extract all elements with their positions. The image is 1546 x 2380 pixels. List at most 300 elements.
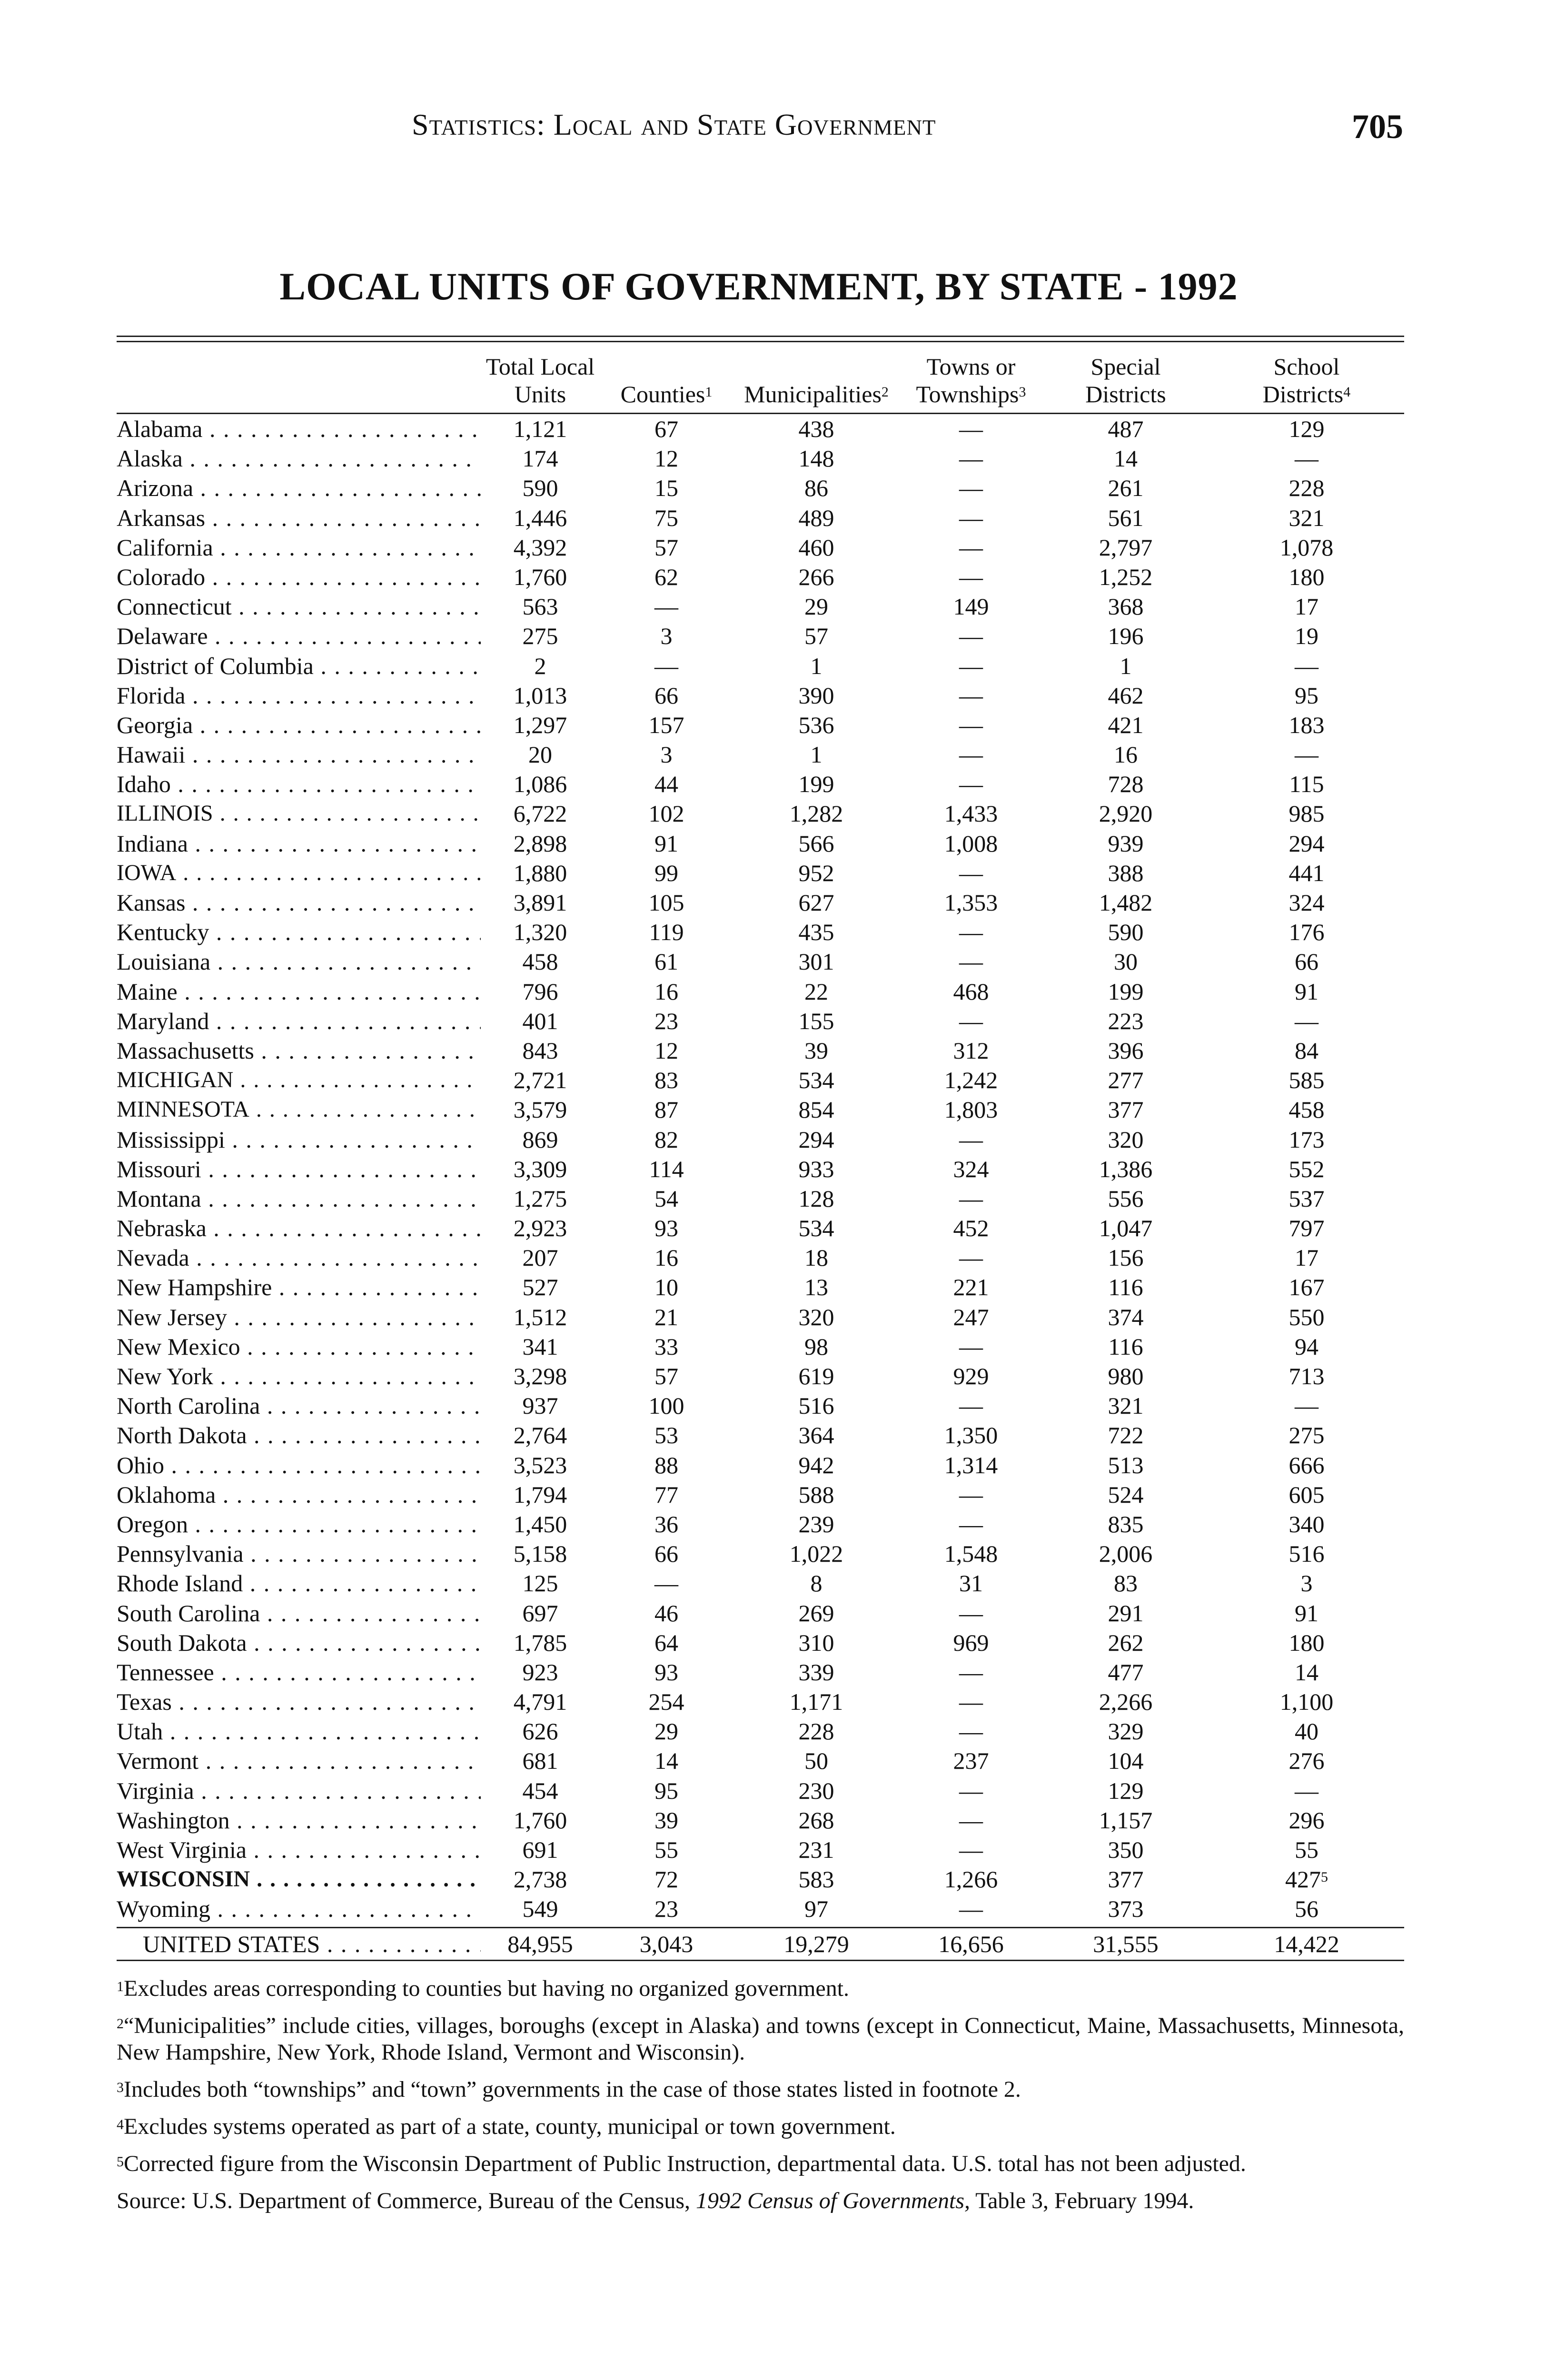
- table-row: [117, 1272, 1404, 1302]
- cell-special: 196: [1108, 623, 1144, 650]
- cell-counties: 53: [654, 1422, 678, 1449]
- cell-counties: 75: [654, 504, 678, 531]
- state-name: Tennessee . . .: [117, 1657, 481, 1687]
- cell-counties: 119: [649, 919, 684, 946]
- state-name: North Dakota . . .: [117, 1420, 481, 1450]
- cell-school: 1,078: [1279, 534, 1334, 561]
- cell-towns: —: [959, 1510, 983, 1537]
- state-name: New Hampshire . . .: [117, 1272, 481, 1302]
- state-name: South Carolina . . .: [117, 1598, 481, 1628]
- table-row: [117, 1746, 1404, 1775]
- cell-special: 462: [1108, 682, 1144, 709]
- header-municipalities: Municipalities$^2$: [744, 381, 889, 407]
- cell-school: 1,100: [1279, 1688, 1334, 1716]
- cell-towns: —: [959, 1333, 983, 1360]
- cell-special: 477: [1108, 1658, 1144, 1686]
- table-row: [117, 1302, 1404, 1332]
- cell-total: 1,013: [513, 682, 567, 709]
- cell-special: 277: [1108, 1067, 1144, 1094]
- cell-towns: —: [959, 1688, 983, 1716]
- cell-municipalities: 460: [798, 534, 834, 561]
- cell-towns: —: [959, 475, 983, 502]
- table-row: [117, 1420, 1404, 1450]
- table-row: [117, 562, 1404, 592]
- cell-total: 1,320: [513, 919, 567, 946]
- cell-total: 843: [522, 1037, 558, 1064]
- cell-special: 83: [1114, 1570, 1138, 1597]
- state-name: Utah . . .: [117, 1716, 481, 1746]
- state-name: Maryland . . .: [117, 1006, 481, 1036]
- state-name: Louisiana . . .: [117, 947, 481, 976]
- table-row: [117, 917, 1404, 947]
- cell-special: 513: [1108, 1451, 1144, 1478]
- cell-towns: 237: [953, 1747, 989, 1775]
- government-units-table: [117, 336, 1404, 1961]
- table-row: [117, 740, 1404, 769]
- cell-municipalities: 57: [804, 623, 828, 650]
- cell-counties: 77: [654, 1481, 678, 1508]
- page-number: 705: [1352, 108, 1403, 146]
- cell-municipalities: 86: [804, 475, 828, 502]
- cell-special: 1,047: [1099, 1215, 1153, 1242]
- cell-municipalities: 1: [810, 652, 823, 679]
- state-name: Washington . . .: [117, 1805, 481, 1835]
- cell-special: 2,920: [1099, 800, 1153, 827]
- cell-counties: 57: [654, 534, 678, 561]
- cell-school: 552: [1288, 1155, 1325, 1182]
- cell-towns: 468: [953, 978, 989, 1005]
- cell-municipalities: 155: [798, 1007, 834, 1034]
- cell-towns: —: [959, 445, 983, 472]
- cell-special: 116: [1108, 1333, 1143, 1360]
- state-name: Oregon . . .: [117, 1509, 481, 1539]
- table-row: [117, 1332, 1404, 1361]
- cell-special: 1: [1120, 652, 1132, 679]
- cell-special: 374: [1108, 1303, 1144, 1330]
- state-name: Georgia . . .: [117, 710, 481, 740]
- cell-towns: —: [959, 652, 983, 679]
- cell-school: 797: [1288, 1215, 1325, 1242]
- state-name: Maine . . .: [117, 977, 481, 1006]
- totals-school: 14,422: [1274, 1930, 1339, 1957]
- cell-counties: 46: [654, 1599, 678, 1626]
- cell-school: 340: [1288, 1510, 1325, 1537]
- state-name: California . . .: [117, 533, 481, 562]
- cell-school: 17: [1295, 1244, 1318, 1271]
- cell-special: 556: [1108, 1185, 1144, 1212]
- cell-school: 55: [1295, 1836, 1318, 1863]
- cell-school: 3: [1300, 1570, 1313, 1597]
- cell-total: 6,722: [513, 800, 567, 827]
- cell-total: 2,898: [513, 830, 567, 857]
- cell-total: 275: [522, 623, 558, 650]
- cell-special: 223: [1108, 1007, 1144, 1034]
- state-name: Mississippi . . .: [117, 1125, 481, 1154]
- cell-municipalities: 933: [798, 1155, 834, 1182]
- table-row: [117, 799, 1404, 828]
- cell-total: 4,791: [513, 1688, 567, 1716]
- cell-total: 563: [522, 593, 558, 620]
- state-name: Florida . . .: [117, 681, 481, 710]
- cell-municipalities: 438: [798, 416, 834, 442]
- table-row: [117, 1716, 1404, 1746]
- header-state: [117, 353, 481, 408]
- cell-counties: 54: [654, 1185, 678, 1212]
- table-row: [117, 414, 1404, 444]
- cell-municipalities: 148: [798, 445, 834, 472]
- cell-municipalities: 339: [798, 1658, 834, 1686]
- cell-towns: —: [959, 1658, 983, 1686]
- table-row: [117, 947, 1404, 976]
- state-name: District of Columbia . . .: [117, 651, 481, 681]
- table-row: [117, 1065, 1404, 1095]
- cell-municipalities: 1: [810, 741, 823, 768]
- cell-school: 91: [1295, 1599, 1318, 1626]
- cell-special: 320: [1108, 1126, 1144, 1153]
- cell-school: 95: [1295, 682, 1318, 709]
- cell-municipalities: 268: [798, 1806, 834, 1834]
- cell-towns: 969: [953, 1629, 989, 1656]
- cell-total: 937: [522, 1392, 558, 1419]
- cell-counties: 15: [654, 475, 678, 502]
- cell-school: 228: [1288, 475, 1325, 502]
- cell-municipalities: 536: [798, 711, 834, 738]
- cell-towns: 1,314: [944, 1451, 998, 1478]
- cell-special: 156: [1108, 1244, 1144, 1271]
- cell-school: 276: [1288, 1747, 1325, 1775]
- cell-special: 561: [1108, 504, 1144, 531]
- cell-school: 17: [1295, 593, 1318, 620]
- cell-special: 396: [1108, 1037, 1144, 1064]
- cell-total: 2,764: [513, 1422, 567, 1449]
- cell-municipalities: 13: [804, 1274, 828, 1301]
- cell-school: 321: [1288, 504, 1325, 531]
- cell-towns: —: [959, 1007, 983, 1034]
- cell-towns: 1,350: [944, 1422, 998, 1449]
- cell-counties: 254: [648, 1688, 684, 1716]
- table-row: [117, 503, 1404, 533]
- cell-school: 91: [1295, 978, 1318, 1005]
- cell-towns: —: [959, 1777, 983, 1804]
- cell-total: 1,297: [513, 711, 567, 738]
- cell-towns: —: [959, 1806, 983, 1834]
- cell-municipalities: 18: [804, 1244, 828, 1271]
- table-row: [117, 1657, 1404, 1687]
- cell-school: 666: [1288, 1451, 1325, 1478]
- cell-towns: 1,353: [944, 889, 998, 916]
- cell-total: 869: [522, 1126, 558, 1153]
- cell-counties: 67: [654, 416, 678, 442]
- cell-counties: 66: [654, 1540, 678, 1567]
- cell-towns: 929: [953, 1363, 989, 1389]
- state-name: ILLINOIS . . .: [117, 799, 481, 828]
- cell-municipalities: 39: [804, 1037, 828, 1064]
- cell-school: 324: [1288, 889, 1325, 916]
- state-name: Massachusetts . . .: [117, 1036, 481, 1065]
- cell-total: 2: [534, 652, 546, 679]
- cell-special: 199: [1108, 978, 1144, 1005]
- cell-total: 1,450: [513, 1510, 567, 1537]
- table-row: [117, 621, 1404, 651]
- cell-municipalities: 228: [798, 1718, 834, 1745]
- cell-counties: 157: [648, 711, 684, 738]
- table-row: [117, 1894, 1404, 1924]
- table-row: [117, 977, 1404, 1006]
- state-name: Idaho . . .: [117, 769, 481, 799]
- table-row: [117, 651, 1404, 681]
- table-row: [117, 1213, 1404, 1243]
- cell-municipalities: 301: [798, 948, 834, 975]
- cell-counties: 3: [660, 741, 673, 768]
- cell-municipalities: 128: [798, 1185, 834, 1212]
- table-row: [117, 592, 1404, 621]
- cell-counties: 72: [654, 1866, 678, 1893]
- cell-special: 116: [1108, 1274, 1143, 1301]
- state-name: Kentucky . . .: [117, 917, 481, 947]
- cell-counties: 33: [654, 1333, 678, 1360]
- state-name: Arizona . . .: [117, 473, 481, 503]
- state-name: Rhode Island . . .: [117, 1568, 481, 1598]
- totals-row: [117, 1928, 1404, 1960]
- cell-counties: 61: [654, 948, 678, 975]
- cell-counties: 83: [654, 1067, 678, 1094]
- cell-municipalities: 390: [798, 682, 834, 709]
- state-name: IOWA . . .: [117, 858, 481, 888]
- cell-municipalities: 231: [798, 1836, 834, 1863]
- cell-towns: 31: [959, 1570, 983, 1597]
- cell-counties: 82: [654, 1126, 678, 1153]
- cell-special: 939: [1108, 830, 1144, 857]
- table-row: [117, 1687, 1404, 1716]
- cell-total: 1,446: [513, 504, 567, 531]
- cell-special: 980: [1108, 1363, 1144, 1389]
- cell-counties: 95: [654, 1777, 678, 1804]
- cell-municipalities: 269: [798, 1599, 834, 1626]
- cell-total: 207: [522, 1244, 558, 1271]
- cell-total: 3,309: [513, 1155, 567, 1182]
- cell-total: 1,760: [513, 1806, 567, 1834]
- state-name: New York . . .: [117, 1361, 481, 1391]
- cell-special: 377: [1108, 1096, 1144, 1123]
- cell-towns: 1,242: [944, 1067, 998, 1094]
- cell-total: 2,923: [513, 1215, 567, 1242]
- cell-total: 401: [522, 1007, 558, 1034]
- cell-counties: 39: [654, 1806, 678, 1834]
- table-row: [117, 1805, 1404, 1835]
- cell-total: 454: [522, 1777, 558, 1804]
- cell-special: 388: [1108, 859, 1144, 886]
- state-name: Connecticut . . .: [117, 592, 481, 621]
- cell-total: 1,086: [513, 771, 567, 798]
- cell-counties: 12: [654, 445, 678, 472]
- cell-towns: —: [959, 741, 983, 768]
- state-name: Missouri . . .: [117, 1154, 481, 1184]
- cell-total: 923: [522, 1658, 558, 1686]
- table-row: [117, 858, 1404, 888]
- cell-counties: 23: [654, 1895, 678, 1923]
- cell-municipalities: 97: [804, 1895, 828, 1923]
- cell-special: 377: [1108, 1866, 1144, 1893]
- cell-total: 341: [522, 1333, 558, 1360]
- cell-total: 590: [522, 475, 558, 502]
- source-note: Source: U.S. Department of Commerce, Bureau of the Census, 1992 Census of Governments, Table 3, February 1994.: [117, 2188, 1194, 2213]
- table-row: [117, 1598, 1404, 1628]
- cell-towns: —: [959, 682, 983, 709]
- cell-school: 19: [1295, 623, 1318, 650]
- state-name: Hawaii . . .: [117, 740, 481, 769]
- cell-school: 550: [1288, 1303, 1325, 1330]
- cell-total: 1,512: [513, 1303, 567, 1330]
- state-name: Nebraska . . .: [117, 1213, 481, 1243]
- cell-total: 5,158: [513, 1540, 567, 1567]
- cell-municipalities: 266: [798, 563, 834, 590]
- cell-counties: 87: [654, 1096, 678, 1123]
- cell-towns: —: [959, 948, 983, 975]
- cell-municipalities: 310: [798, 1629, 834, 1656]
- totals-total: 84,955: [507, 1930, 573, 1957]
- cell-counties: —: [654, 593, 678, 620]
- state-name: North Carolina . . .: [117, 1391, 481, 1420]
- header-school: School Districts$^4$: [1262, 353, 1351, 407]
- cell-special: 2,266: [1099, 1688, 1153, 1716]
- cell-school: 176: [1288, 919, 1325, 946]
- state-name: New Mexico . . .: [117, 1332, 481, 1361]
- cell-total: 697: [522, 1599, 558, 1626]
- cell-special: 728: [1108, 771, 1144, 798]
- table-row: [117, 1509, 1404, 1539]
- cell-counties: 99: [654, 859, 678, 886]
- state-name: Virginia . . .: [117, 1776, 481, 1805]
- state-name: Montana . . .: [117, 1184, 481, 1213]
- cell-special: 368: [1108, 593, 1144, 620]
- table-header: [117, 342, 1404, 413]
- cell-towns: —: [959, 623, 983, 650]
- table-row: [117, 1568, 1404, 1598]
- table-row: [117, 710, 1404, 740]
- cell-school: 180: [1288, 563, 1325, 590]
- table-row: [117, 769, 1404, 799]
- cell-towns: 312: [953, 1037, 989, 1064]
- cell-total: 626: [522, 1718, 558, 1745]
- table-row: [117, 1391, 1404, 1420]
- cell-towns: —: [959, 711, 983, 738]
- footnote-2: $^2$“Municipalities” include cities, villages, boroughs (except in Alaska) and towns (except in Connecticut, Maine, Massachusetts, Minnesota, New Hampshire, New York, Rhode Island, Vermont and Wisconsin).: [117, 2013, 1404, 2065]
- totals-label: UNITED STATES . . .: [117, 1928, 481, 1960]
- cell-school: 14: [1295, 1658, 1318, 1686]
- table-row: [117, 1125, 1404, 1154]
- cell-towns: 1,008: [944, 830, 998, 857]
- cell-counties: 16: [654, 1244, 678, 1271]
- cell-municipalities: 29: [804, 593, 828, 620]
- cell-counties: 93: [654, 1658, 678, 1686]
- table-row: [117, 1480, 1404, 1509]
- cell-total: 125: [522, 1570, 558, 1597]
- cell-towns: —: [959, 919, 983, 946]
- cell-municipalities: 583: [798, 1866, 834, 1893]
- cell-towns: —: [959, 1392, 983, 1419]
- table-row: [117, 1243, 1404, 1272]
- cell-school: —: [1295, 445, 1318, 472]
- cell-municipalities: 98: [804, 1333, 828, 1360]
- table-row: [117, 444, 1404, 473]
- cell-school: 294: [1288, 830, 1325, 857]
- cell-municipalities: 22: [804, 978, 828, 1005]
- cell-towns: 1,433: [944, 800, 998, 827]
- cell-special: 350: [1108, 1836, 1144, 1863]
- cell-special: 321: [1108, 1392, 1144, 1419]
- footnote-3: $^3$Includes both “townships” and “town” governments in the case of those states listed in footnote 2.: [117, 2077, 1021, 2102]
- cell-counties: 114: [649, 1155, 684, 1182]
- footnote-4: $^4$Excludes systems operated as part of a state, county, municipal or town government.: [117, 2114, 896, 2139]
- cell-school: 713: [1288, 1363, 1325, 1389]
- cell-school: 458: [1288, 1096, 1325, 1123]
- cell-towns: 324: [953, 1155, 989, 1182]
- cell-counties: 3: [660, 623, 673, 650]
- cell-total: 527: [522, 1274, 558, 1301]
- table-row: [117, 1864, 1404, 1894]
- cell-municipalities: 364: [798, 1422, 834, 1449]
- state-name: Delaware . . .: [117, 621, 481, 651]
- cell-counties: 105: [648, 889, 684, 916]
- cell-total: 681: [522, 1747, 558, 1775]
- cell-school: 537: [1288, 1185, 1325, 1212]
- state-name: West Virginia . . .: [117, 1835, 481, 1864]
- table-row: [117, 1036, 1404, 1065]
- cell-total: 1,880: [513, 859, 567, 886]
- cell-counties: 12: [654, 1037, 678, 1064]
- header-counties: Counties$^1$: [620, 381, 713, 407]
- cell-municipalities: 239: [798, 1510, 834, 1537]
- cell-total: 174: [522, 445, 558, 472]
- totals-towns: 16,656: [938, 1930, 1004, 1957]
- cell-total: 1,121: [513, 416, 567, 442]
- table-row: [117, 1450, 1404, 1480]
- top-rule: [117, 336, 1404, 337]
- cell-school: —: [1295, 1777, 1318, 1804]
- bottom-rule: [117, 1960, 1404, 1961]
- cell-special: 1,386: [1099, 1155, 1153, 1182]
- cell-counties: 16: [654, 978, 678, 1005]
- footnotes: [117, 1975, 1404, 2225]
- state-name: Oklahoma . . .: [117, 1480, 481, 1509]
- cell-towns: —: [959, 1718, 983, 1745]
- cell-towns: 1,266: [944, 1866, 998, 1893]
- cell-special: 1,157: [1099, 1806, 1153, 1834]
- cell-special: 373: [1108, 1895, 1144, 1923]
- cell-counties: —: [654, 652, 678, 679]
- cell-total: 691: [522, 1836, 558, 1863]
- cell-total: 1,794: [513, 1481, 567, 1508]
- cell-school: 605: [1288, 1481, 1325, 1508]
- state-name: South Dakota . . .: [117, 1628, 481, 1657]
- cell-municipalities: 320: [798, 1303, 834, 1330]
- cell-total: 3,891: [513, 889, 567, 916]
- cell-total: 3,579: [513, 1096, 567, 1123]
- cell-towns: 1,548: [944, 1540, 998, 1567]
- cell-municipalities: 534: [798, 1215, 834, 1242]
- cell-school: 183: [1288, 711, 1325, 738]
- cell-total: 2,738: [513, 1866, 567, 1893]
- cell-special: 104: [1108, 1747, 1144, 1775]
- state-name: Colorado . . .: [117, 562, 481, 592]
- cell-school: 275: [1288, 1422, 1325, 1449]
- cell-municipalities: 516: [798, 1392, 834, 1419]
- cell-special: 722: [1108, 1422, 1144, 1449]
- cell-school: 180: [1288, 1629, 1325, 1656]
- table-row: [117, 681, 1404, 710]
- cell-school: 167: [1288, 1274, 1325, 1301]
- cell-counties: 21: [654, 1303, 678, 1330]
